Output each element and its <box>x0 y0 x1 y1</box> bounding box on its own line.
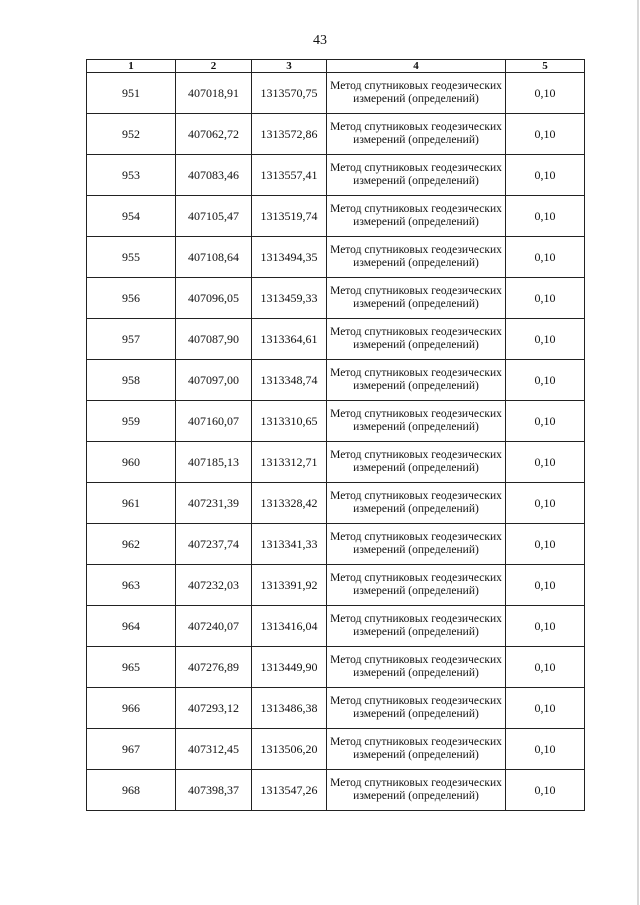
y-coordinate-cell: 1313328,42 <box>252 483 327 524</box>
accuracy-cell: 0,10 <box>506 647 585 688</box>
table-row <box>87 278 585 319</box>
x-coordinate-cell: 407231,39 <box>176 483 252 524</box>
accuracy-cell: 0,10 <box>506 155 585 196</box>
x-coordinate-cell: 407398,37 <box>176 770 252 811</box>
method-cell: Метод спутниковых геодезических измерений (определений) <box>327 606 506 647</box>
column-header: 1 <box>87 60 176 73</box>
accuracy-cell: 0,10 <box>506 442 585 483</box>
accuracy-cell: 0,10 <box>506 565 585 606</box>
coordinates-table <box>86 59 585 811</box>
x-coordinate-cell: 407105,47 <box>176 196 252 237</box>
accuracy-cell: 0,10 <box>506 524 585 565</box>
table-row <box>87 442 585 483</box>
point-number-cell: 955 <box>87 237 176 278</box>
point-number-cell: 965 <box>87 647 176 688</box>
method-cell: Метод спутниковых геодезических измерений (определений) <box>327 278 506 319</box>
x-coordinate-cell: 407097,00 <box>176 360 252 401</box>
x-coordinate-cell: 407160,07 <box>176 401 252 442</box>
point-number-cell: 951 <box>87 73 176 114</box>
table-row <box>87 114 585 155</box>
point-number-cell: 963 <box>87 565 176 606</box>
point-number-cell: 966 <box>87 688 176 729</box>
table-row <box>87 770 585 811</box>
table-body <box>87 73 585 811</box>
point-number-cell: 962 <box>87 524 176 565</box>
point-number-cell: 957 <box>87 319 176 360</box>
x-coordinate-cell: 407232,03 <box>176 565 252 606</box>
y-coordinate-cell: 1313494,35 <box>252 237 327 278</box>
point-number-cell: 952 <box>87 114 176 155</box>
y-coordinate-cell: 1313312,71 <box>252 442 327 483</box>
accuracy-cell: 0,10 <box>506 196 585 237</box>
table-row <box>87 606 585 647</box>
y-coordinate-cell: 1313364,61 <box>252 319 327 360</box>
accuracy-cell: 0,10 <box>506 360 585 401</box>
table-row <box>87 401 585 442</box>
y-coordinate-cell: 1313557,41 <box>252 155 327 196</box>
method-cell: Метод спутниковых геодезических измерений (определений) <box>327 401 506 442</box>
x-coordinate-cell: 407083,46 <box>176 155 252 196</box>
x-coordinate-cell: 407293,12 <box>176 688 252 729</box>
x-coordinate-cell: 407018,91 <box>176 73 252 114</box>
table-row <box>87 483 585 524</box>
y-coordinate-cell: 1313459,33 <box>252 278 327 319</box>
x-coordinate-cell: 407062,72 <box>176 114 252 155</box>
y-coordinate-cell: 1313341,33 <box>252 524 327 565</box>
point-number-cell: 960 <box>87 442 176 483</box>
point-number-cell: 964 <box>87 606 176 647</box>
accuracy-cell: 0,10 <box>506 73 585 114</box>
table-row <box>87 319 585 360</box>
accuracy-cell: 0,10 <box>506 606 585 647</box>
point-number-cell: 958 <box>87 360 176 401</box>
method-cell: Метод спутниковых геодезических измерений (определений) <box>327 196 506 237</box>
table-row <box>87 524 585 565</box>
point-number-cell: 956 <box>87 278 176 319</box>
table-row <box>87 729 585 770</box>
accuracy-cell: 0,10 <box>506 401 585 442</box>
method-cell: Метод спутниковых геодезических измерений (определений) <box>327 73 506 114</box>
x-coordinate-cell: 407185,13 <box>176 442 252 483</box>
accuracy-cell: 0,10 <box>506 319 585 360</box>
x-coordinate-cell: 407087,90 <box>176 319 252 360</box>
table-header-row <box>87 60 585 73</box>
x-coordinate-cell: 407312,45 <box>176 729 252 770</box>
method-cell: Метод спутниковых геодезических измерений (определений) <box>327 237 506 278</box>
accuracy-cell: 0,10 <box>506 770 585 811</box>
accuracy-cell: 0,10 <box>506 483 585 524</box>
method-cell: Метод спутниковых геодезических измерений (определений) <box>327 483 506 524</box>
point-number-cell: 953 <box>87 155 176 196</box>
accuracy-cell: 0,10 <box>506 688 585 729</box>
accuracy-cell: 0,10 <box>506 278 585 319</box>
point-number-cell: 968 <box>87 770 176 811</box>
method-cell: Метод спутниковых геодезических измерений (определений) <box>327 565 506 606</box>
table-row <box>87 647 585 688</box>
table-row <box>87 155 585 196</box>
scan-edge <box>637 0 639 905</box>
table-row <box>87 73 585 114</box>
column-header: 4 <box>327 60 506 73</box>
method-cell: Метод спутниковых геодезических измерений (определений) <box>327 729 506 770</box>
table-row <box>87 237 585 278</box>
accuracy-cell: 0,10 <box>506 114 585 155</box>
table-row <box>87 360 585 401</box>
method-cell: Метод спутниковых геодезических измерений (определений) <box>327 770 506 811</box>
y-coordinate-cell: 1313486,38 <box>252 688 327 729</box>
column-header: 2 <box>176 60 252 73</box>
accuracy-cell: 0,10 <box>506 729 585 770</box>
point-number-cell: 954 <box>87 196 176 237</box>
method-cell: Метод спутниковых геодезических измерений (определений) <box>327 442 506 483</box>
table-row <box>87 196 585 237</box>
point-number-cell: 967 <box>87 729 176 770</box>
method-cell: Метод спутниковых геодезических измерений (определений) <box>327 647 506 688</box>
y-coordinate-cell: 1313310,65 <box>252 401 327 442</box>
y-coordinate-cell: 1313391,92 <box>252 565 327 606</box>
method-cell: Метод спутниковых геодезических измерений (определений) <box>327 524 506 565</box>
y-coordinate-cell: 1313570,75 <box>252 73 327 114</box>
y-coordinate-cell: 1313547,26 <box>252 770 327 811</box>
method-cell: Метод спутниковых геодезических измерений (определений) <box>327 319 506 360</box>
point-number-cell: 961 <box>87 483 176 524</box>
method-cell: Метод спутниковых геодезических измерений (определений) <box>327 360 506 401</box>
point-number-cell: 959 <box>87 401 176 442</box>
x-coordinate-cell: 407096,05 <box>176 278 252 319</box>
x-coordinate-cell: 407108,64 <box>176 237 252 278</box>
accuracy-cell: 0,10 <box>506 237 585 278</box>
table-row <box>87 688 585 729</box>
y-coordinate-cell: 1313348,74 <box>252 360 327 401</box>
x-coordinate-cell: 407276,89 <box>176 647 252 688</box>
method-cell: Метод спутниковых геодезических измерений (определений) <box>327 155 506 196</box>
y-coordinate-cell: 1313572,86 <box>252 114 327 155</box>
y-coordinate-cell: 1313449,90 <box>252 647 327 688</box>
y-coordinate-cell: 1313519,74 <box>252 196 327 237</box>
column-header: 5 <box>506 60 585 73</box>
column-header: 3 <box>252 60 327 73</box>
table-row <box>87 565 585 606</box>
x-coordinate-cell: 407240,07 <box>176 606 252 647</box>
y-coordinate-cell: 1313416,04 <box>252 606 327 647</box>
page-number: 43 <box>313 33 327 48</box>
method-cell: Метод спутниковых геодезических измерений (определений) <box>327 688 506 729</box>
y-coordinate-cell: 1313506,20 <box>252 729 327 770</box>
method-cell: Метод спутниковых геодезических измерений (определений) <box>327 114 506 155</box>
x-coordinate-cell: 407237,74 <box>176 524 252 565</box>
